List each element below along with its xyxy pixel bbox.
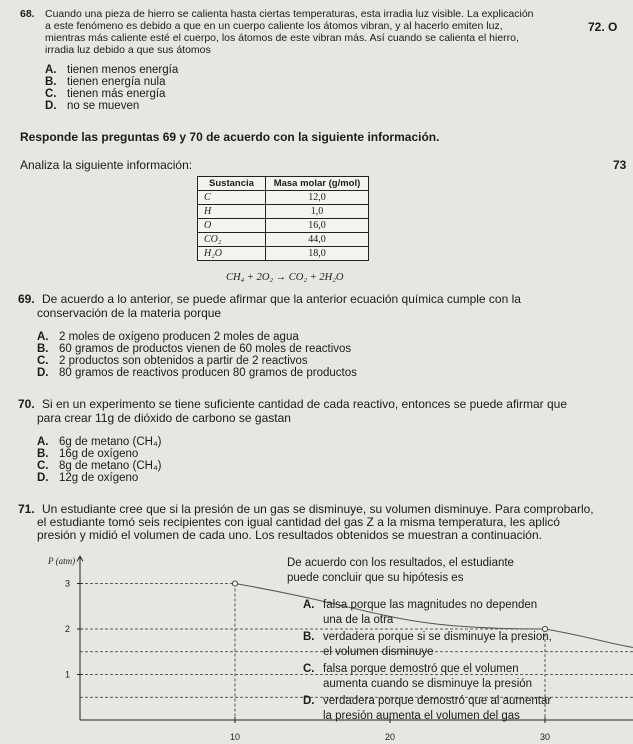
- header-sustancia: Sustancia: [198, 177, 266, 191]
- header-masa-molar: Masa molar (g/mol): [266, 177, 369, 191]
- q68-line-4: irradia luz debido a que sus átomos: [45, 44, 211, 56]
- q70-line-1: Si en un experimento se tiene suficiente cantidad de cada reactivo, entonces se puede afirmar que: [42, 397, 567, 411]
- option-text: 60 gramos de productos vienen de 60 moles de reactivos: [59, 343, 352, 355]
- cell-sustancia: H: [198, 205, 266, 219]
- y-tick-label: 2: [64, 624, 70, 634]
- q68-option-d[interactable]: [45, 100, 139, 113]
- option-letter: B.: [37, 448, 49, 460]
- cell-sustancia: H₂O: [198, 247, 266, 261]
- molar-mass-table: [197, 176, 369, 261]
- cell-sustancia: C: [198, 191, 266, 205]
- side-number-73: 73: [613, 158, 627, 172]
- option-letter: B.: [303, 631, 315, 643]
- q68-number: 68.: [20, 8, 35, 20]
- q70-number: 70.: [18, 397, 35, 411]
- option-letter: C.: [303, 663, 315, 675]
- option-text: falsa porque las magnitudes no dependen: [323, 599, 538, 611]
- option-letter: B.: [37, 343, 49, 355]
- q69-number: 69.: [18, 292, 35, 306]
- table-header-row: [198, 177, 369, 191]
- option-letter: A.: [37, 331, 49, 343]
- q69-line-2: conservación de la materia porque: [37, 306, 222, 320]
- q68-line-2: a este fenómeno es debido a que en un cuerpo caliente los átomos vibran, y al hacerlo emiten luz,: [45, 20, 503, 32]
- q71-right-line-1: De acuerdo con los resultados, el estudiante: [287, 557, 514, 569]
- q71-line-3: presión y midió el volumen de cada uno. Los resultados obtenidos se muestran a continuación.: [37, 528, 542, 542]
- analiza-label: Analiza la siguiente información:: [20, 158, 193, 172]
- cell-masa: 18,0: [266, 247, 369, 261]
- cell-masa: 1,0: [266, 205, 369, 219]
- cell-sustancia: O: [198, 219, 266, 233]
- q70-line-2: para crear 11g de dióxido de carbono se gastan: [37, 411, 291, 425]
- option-letter: C.: [37, 460, 49, 472]
- q69-line-1: De acuerdo a lo anterior, se puede afirmar que la anterior ecuación química cumple con la: [42, 292, 521, 306]
- cell-masa: 12,0: [266, 191, 369, 205]
- option-text-cont: la presión aumenta el volumen del gas: [323, 710, 520, 722]
- option-letter: B.: [45, 76, 57, 88]
- option-text: 6g de metano (CH₄): [59, 436, 162, 448]
- option-text: tienen menos energía: [67, 64, 179, 76]
- q71-line-2: el estudiante tomó seis recipientes con igual cantidad del gas Z a la misma temperatura, les aplicó: [37, 515, 560, 529]
- instruction-69-70: Responde las preguntas 69 y 70 de acuerdo con la siguiente información.: [20, 130, 440, 144]
- table-row: [198, 247, 369, 261]
- y-axis-label: P (atm): [48, 556, 76, 567]
- option-text: falsa porque demostró que el volumen: [323, 663, 519, 675]
- table-row: [198, 219, 369, 233]
- option-letter: D.: [37, 367, 49, 379]
- side-number-72: 72. O: [588, 20, 618, 34]
- option-text: 80 gramos de reactivos producen 80 gramos de productos: [59, 367, 357, 379]
- option-text: verdadera porque si se disminuye la presion,: [323, 631, 552, 643]
- table-row: [198, 205, 369, 219]
- x-tick-label: 10: [229, 732, 241, 742]
- table-row: [198, 191, 369, 205]
- q71-option-d[interactable]: [303, 694, 551, 724]
- y-tick-label: 3: [64, 578, 70, 589]
- option-letter: D.: [303, 695, 315, 707]
- q69-option-d[interactable]: [37, 367, 357, 380]
- option-letter: C.: [45, 88, 57, 100]
- option-letter: D.: [45, 100, 57, 112]
- option-text: no se mueven: [67, 100, 140, 112]
- q71-option-c[interactable]: [303, 662, 532, 692]
- cell-masa: 16,0: [266, 219, 369, 233]
- option-letter: A.: [37, 436, 49, 448]
- option-letter: A.: [303, 599, 315, 611]
- option-text-cont: aumenta cuando se disminuye la presión: [323, 678, 533, 690]
- q68-line-3: mientras más caliente esté el cuerpo, los átomos de este vibran más. Así cuando se calienta el hierro,: [45, 32, 519, 44]
- q71-option-a[interactable]: [303, 598, 537, 628]
- x-tick-label: 30: [539, 732, 551, 742]
- q71-right-line-2: puede concluir que su hipótesis es: [287, 572, 464, 584]
- q71-line-1: Un estudiante cree que si la presión de un gas se disminuye, su volumen disminuye. Para comprobarlo,: [42, 502, 594, 516]
- chemical-equation: CH₄ + 2O₂ → CO₂ + 2H₂O: [226, 272, 344, 283]
- q68-line-1: Cuando una pieza de hierro se calienta hasta ciertas temperaturas, esta irradia luz visible. La explicación: [45, 8, 534, 20]
- option-text-cont: una de la otra: [323, 614, 394, 626]
- y-tick-label: 1: [64, 669, 70, 680]
- cell-masa: 44,0: [266, 233, 369, 247]
- x-tick-label: 20: [384, 732, 396, 742]
- option-text: 8g de metano (CH₄): [59, 460, 162, 472]
- option-text: 2 moles de oxígeno producen 2 moles de agua: [59, 331, 299, 343]
- table-row: [198, 233, 369, 247]
- option-letter: D.: [37, 472, 49, 484]
- data-point: [232, 581, 237, 586]
- option-text: 12g de oxígeno: [59, 472, 139, 484]
- option-letter: C.: [37, 355, 49, 367]
- option-text-cont: el volumen disminuye: [323, 646, 434, 658]
- q71-number: 71.: [18, 502, 35, 516]
- q70-option-d[interactable]: [37, 472, 138, 485]
- option-text: verdadera porque demostró que al aumentar: [323, 695, 552, 707]
- option-text: tienen energía nula: [67, 76, 166, 88]
- option-text: 2 productos son obtenidos a partir de 2 reactivos: [59, 355, 308, 367]
- option-text: 16g de oxígeno: [59, 448, 139, 460]
- option-text: tienen más energía: [67, 88, 166, 100]
- cell-sustancia: CO₂: [198, 233, 266, 247]
- option-letter: A.: [45, 64, 57, 76]
- q71-option-b[interactable]: [303, 630, 552, 660]
